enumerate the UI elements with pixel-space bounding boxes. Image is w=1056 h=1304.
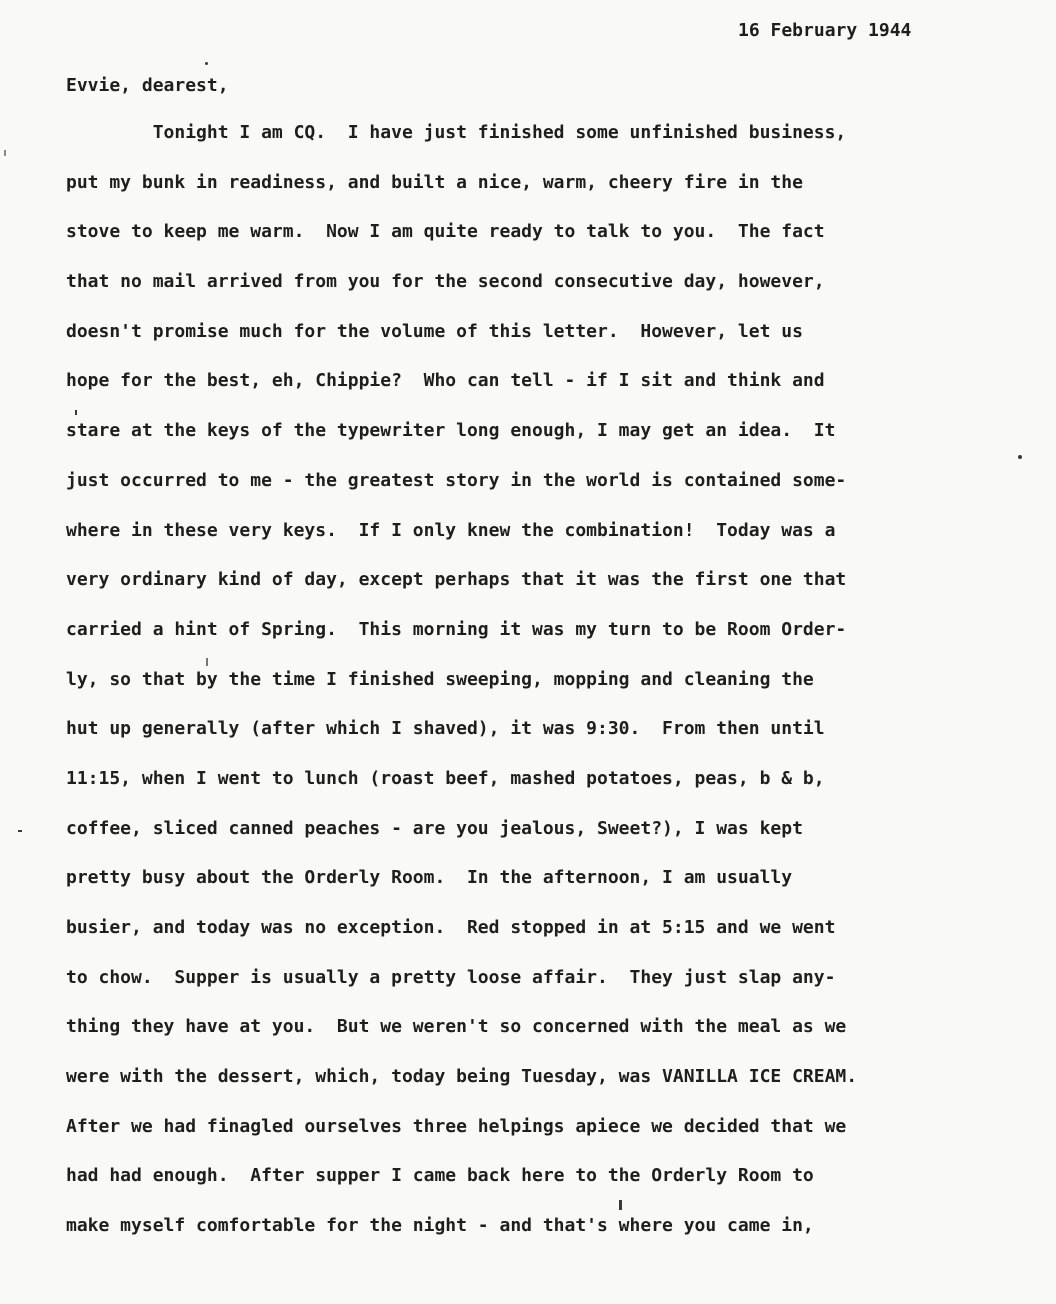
letter-line: 11:15, when I went to lunch (roast beef, mashed potatoes, peas, b & b, <box>66 767 825 789</box>
letter-line: that no mail arrived from you for the second consecutive day, however, <box>66 271 825 293</box>
letter-line: Tonight I am CQ. I have just finished some unfinished business, <box>66 122 847 143</box>
letter-line: very ordinary kind of day, except perhaps that it was the first one that <box>66 569 847 591</box>
letter-line: busier, and today was no exception. Red stopped in at 5:15 and we went <box>66 917 836 938</box>
letter-line: ly, so that by the time I finished sweeping, mopping and cleaning the <box>66 668 814 690</box>
letter-line: to chow. Supper is usually a pretty loose affair. They just slap any- <box>66 966 836 988</box>
ink-speck <box>1018 455 1022 459</box>
letter-line: After we had finagled ourselves three helpings apiece we decided that we <box>66 1115 847 1137</box>
letter-line: hope for the best, eh, Chippie? Who can tell - if I sit and think and <box>66 370 825 392</box>
letter-line: stove to keep me warm. Now I am quite ready to talk to you. The fact <box>66 221 825 243</box>
letter-line: were with the dessert, which, today being Tuesday, was VANILLA ICE CREAM. <box>66 1066 858 1088</box>
letter-date: 16 February 1944 <box>738 20 912 41</box>
letter-line: stare at the keys of the typewriter long enough, I may get an idea. It <box>66 420 836 442</box>
letter-line: just occurred to me - the greatest story in the world is contained some- <box>66 469 847 491</box>
ink-speck <box>4 150 6 156</box>
letter-line: pretty busy about the Orderly Room. In the afternoon, I am usually <box>66 867 793 889</box>
letter-salutation: Evvie, dearest, <box>66 75 229 96</box>
letter-line: thing they have at you. But we weren't so concerned with the meal as we <box>66 1016 847 1038</box>
letter-line: coffee, sliced canned peaches - are you jealous, Sweet?), I was kept <box>66 817 803 839</box>
ink-speck <box>206 658 208 666</box>
letter-line: make myself comfortable for the night - and that's where you came in, <box>66 1215 814 1237</box>
letter-line: where in these very keys. If I only knew the combination! Today was a <box>66 519 836 541</box>
letter-line: had had enough. After supper I came back here to the Orderly Room to <box>66 1165 814 1187</box>
letter-line: hut up generally (after which I shaved), it was 9:30. From then until <box>66 718 825 740</box>
letter-line: doesn't promise much for the volume of this letter. However, let us <box>66 320 803 342</box>
ink-speck <box>619 1200 622 1210</box>
ink-speck <box>75 410 77 415</box>
letter-line: put my bunk in readiness, and built a nice, warm, cheery fire in the <box>66 171 803 193</box>
ink-speck <box>205 62 208 65</box>
ink-speck <box>18 830 22 832</box>
letter-body <box>66 120 857 1263</box>
letter-line: carried a hint of Spring. This morning it was my turn to be Room Order- <box>66 618 847 640</box>
